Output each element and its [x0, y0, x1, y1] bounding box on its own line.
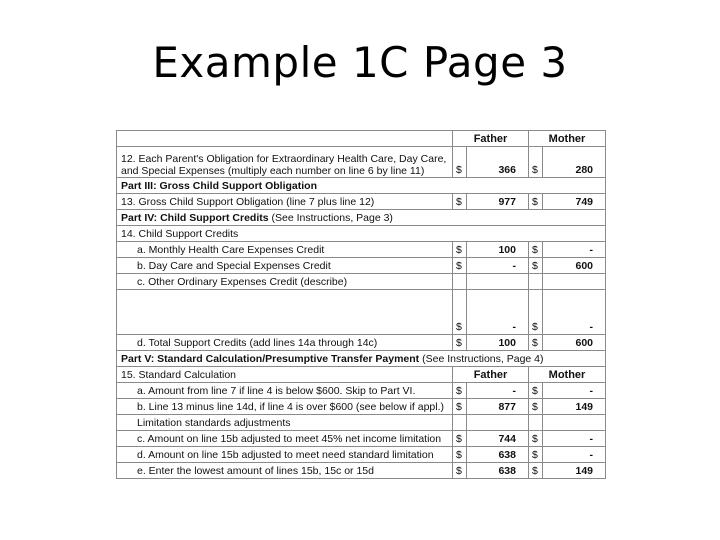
line15a-mother-value: - [543, 383, 606, 399]
part5-heading [117, 351, 606, 367]
limitations-mother-spacer [529, 415, 543, 431]
line14d-father-value: 100 [467, 335, 529, 351]
line14d-label: d. Total Support Credits (add lines 14a through 14c) [117, 335, 453, 351]
limitations-label: Limitation standards adjustments [117, 415, 453, 431]
line15d-mother-currency: $ [529, 447, 543, 463]
line13-father-currency: $ [453, 194, 467, 210]
worksheet-table [116, 130, 606, 479]
line14b-mother-value: 600 [543, 258, 606, 274]
line15b-mother-value: 149 [543, 399, 606, 415]
line15d-father-value: 638 [467, 447, 529, 463]
line14a-father-value: 100 [467, 242, 529, 258]
line15c-mother-value: - [543, 431, 606, 447]
row-line15b [117, 399, 606, 415]
line15a-father-value: - [467, 383, 529, 399]
line15a-label: a. Amount from line 7 if line 4 is below $600. Skip to Part VI. [117, 383, 453, 399]
part4-label: Part IV: Child Support Credits [121, 212, 269, 224]
line15-father-header: Father [453, 367, 529, 383]
line14d-mother-currency: $ [529, 335, 543, 351]
line15a-mother-currency: $ [529, 383, 543, 399]
line15c-father-currency: $ [453, 431, 467, 447]
row-part5 [117, 351, 606, 367]
line15b-label: b. Line 13 minus line 14d, if line 4 is over $600 (see below if appl.) [117, 399, 453, 415]
limitations-father-spacer [453, 415, 467, 431]
line14a-mother-currency: $ [529, 242, 543, 258]
line14-label: 14. Child Support Credits [117, 226, 606, 242]
line14c-mother-value: - [543, 290, 606, 335]
row-line14c [117, 274, 606, 290]
line14a-mother-value: - [543, 242, 606, 258]
father-header: Father [453, 131, 529, 147]
line14b-label: b. Day Care and Special Expenses Credit [117, 258, 453, 274]
line13-mother-currency: $ [529, 194, 543, 210]
part4-note: (See Instructions, Page 3) [271, 212, 393, 224]
limitations-mother-spacer-value [543, 415, 606, 431]
line14c-father-currency: $ [453, 290, 467, 335]
line15e-mother-value: 149 [543, 463, 606, 479]
line15d-father-currency: $ [453, 447, 467, 463]
line14a-father-currency: $ [453, 242, 467, 258]
row-line14 [117, 226, 606, 242]
line15b-father-value: 877 [467, 399, 529, 415]
row-line14a [117, 242, 606, 258]
part5-note: (See Instructions, Page 4) [422, 353, 544, 365]
line12-label: 12. Each Parent's Obligation for Extraordinary Health Care, Day Care, and Special Expenses (multiply each number on line 6 by line 11) [117, 147, 453, 178]
line14c-mother-spacer [529, 274, 543, 290]
line15e-mother-currency: $ [529, 463, 543, 479]
row-line15e [117, 463, 606, 479]
mother-header: Mother [529, 131, 606, 147]
row-line12 [117, 147, 606, 178]
row-line13 [117, 194, 606, 210]
line13-label: 13. Gross Child Support Obligation (line 7 plus line 12) [117, 194, 453, 210]
line14c-label: c. Other Ordinary Expenses Credit (describe) [117, 274, 453, 290]
line15d-mother-value: - [543, 447, 606, 463]
line13-mother-value: 749 [543, 194, 606, 210]
line12-mother-currency: $ [529, 147, 543, 178]
line15e-father-currency: $ [453, 463, 467, 479]
line14d-mother-value: 600 [543, 335, 606, 351]
line14b-mother-currency: $ [529, 258, 543, 274]
slide-title: Example 1C Page 3 [152, 38, 568, 87]
line15c-label: c. Amount on line 15b adjusted to meet 45% net income limitation [117, 431, 453, 447]
line14c-mother-currency: $ [529, 290, 543, 335]
row-part3 [117, 178, 606, 194]
row-line14c-description [117, 290, 606, 335]
limitations-father-spacer-value [467, 415, 529, 431]
line12-father-value: 366 [467, 147, 529, 178]
header-row [117, 131, 606, 147]
line14c-father-spacer [453, 274, 467, 290]
line14c-description-area [117, 290, 453, 335]
line15c-mother-currency: $ [529, 431, 543, 447]
line15a-father-currency: $ [453, 383, 467, 399]
line15-mother-header: Mother [529, 367, 606, 383]
line15d-label: d. Amount on line 15b adjusted to meet need standard limitation [117, 447, 453, 463]
line13-father-value: 977 [467, 194, 529, 210]
row-line15a [117, 383, 606, 399]
line15e-father-value: 638 [467, 463, 529, 479]
line14d-father-currency: $ [453, 335, 467, 351]
line14b-father-currency: $ [453, 258, 467, 274]
part4-heading [117, 210, 606, 226]
line14c-mother-spacer-value [543, 274, 606, 290]
row-line14d [117, 335, 606, 351]
row-line15 [117, 367, 606, 383]
line14b-father-value: - [467, 258, 529, 274]
line14c-father-value: - [467, 290, 529, 335]
line15-label: 15. Standard Calculation [117, 367, 453, 383]
line15b-father-currency: $ [453, 399, 467, 415]
line12-father-currency: $ [453, 147, 467, 178]
line14c-father-spacer-value [467, 274, 529, 290]
part3-heading: Part III: Gross Child Support Obligation [117, 178, 606, 194]
row-line14b [117, 258, 606, 274]
row-part4 [117, 210, 606, 226]
part5-label: Part V: Standard Calculation/Presumptive Transfer Payment [121, 353, 420, 365]
row-limitations [117, 415, 606, 431]
line12-mother-value: 280 [543, 147, 606, 178]
row-line15c [117, 431, 606, 447]
line14a-label: a. Monthly Health Care Expenses Credit [117, 242, 453, 258]
header-blank [117, 131, 453, 147]
row-line15d [117, 447, 606, 463]
line15b-mother-currency: $ [529, 399, 543, 415]
line15c-father-value: 744 [467, 431, 529, 447]
line15e-label: e. Enter the lowest amount of lines 15b, 15c or 15d [117, 463, 453, 479]
